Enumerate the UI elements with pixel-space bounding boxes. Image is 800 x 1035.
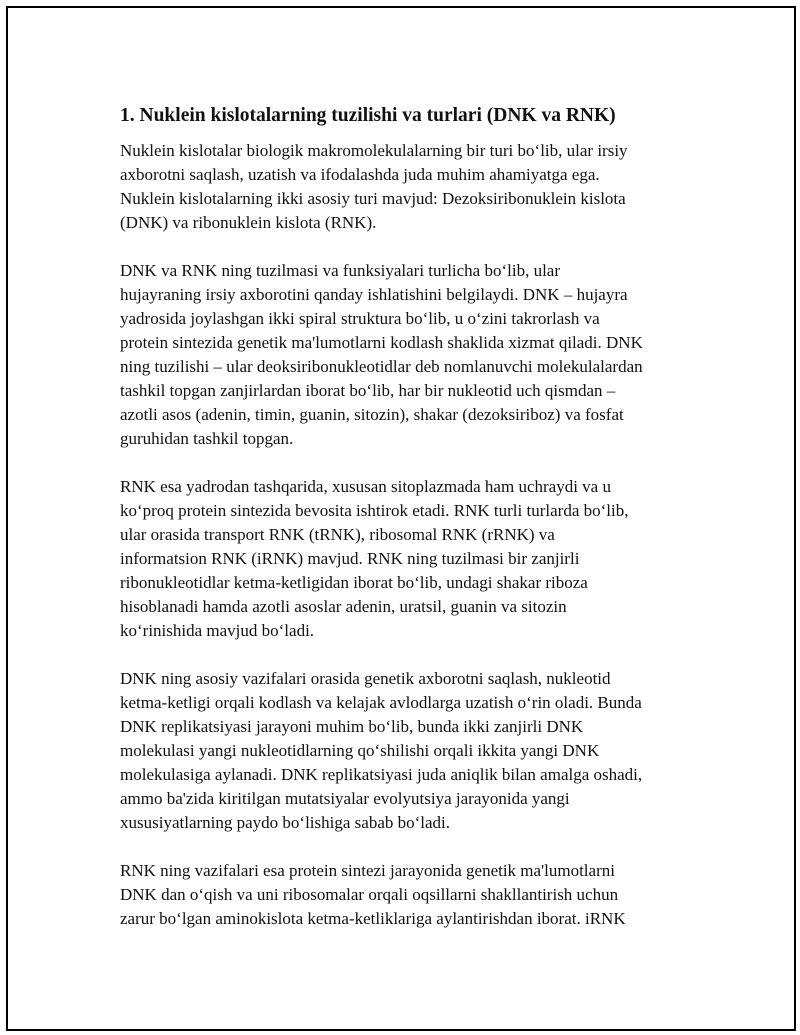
text-line: azotli asos (adenin, timin, guanin, sitozin), shakar (dezoksiriboz) va fosfat — [120, 405, 624, 424]
text-line: axborotni saqlash, uzatish va ifodalashda juda muhim ahamiyatga ega. — [120, 165, 600, 184]
text-line: (DNK) va ribonuklein kislota (RNK). — [120, 213, 377, 232]
paragraph-2 — [120, 259, 710, 451]
text-line: RNK ning vazifalari esa protein sintezi jarayonida genetik ma'lumotlarni — [120, 861, 615, 880]
page-frame — [6, 6, 796, 1031]
text-line: protein sintezida genetik ma'lumotlarni kodlash shaklida xizmat qiladi. DNK — [120, 333, 643, 352]
text-line: informatsion RNK (iRNK) mavjud. RNK ning tuzilmasi bir zanjirli — [120, 549, 580, 568]
text-line: DNK replikatsiyasi jarayoni muhim bo‘lib, bunda ikki zanjirli DNK — [120, 717, 584, 736]
paragraph-1 — [120, 139, 710, 235]
text-line: Nuklein kislotalar biologik makromolekulalarning bir turi bo‘lib, ular irsiy — [120, 141, 628, 160]
text-line: ning tuzilishi – ular deoksiribonukleotidlar deb nomlanuvchi molekulalardan — [120, 357, 643, 376]
text-line: tashkil topgan zanjirlardan iborat bo‘lib, har bir nukleotid uch qismdan – — [120, 381, 616, 400]
text-line: DNK ning asosiy vazifalari orasida genetik axborotni saqlash, nukleotid — [120, 669, 611, 688]
document-body — [120, 104, 710, 955]
text-line: RNK esa yadrodan tashqarida, xususan sitoplazmada ham uchraydi va u — [120, 477, 611, 496]
text-line: ular orasida transport RNK (tRNK), ribosomal RNK (rRNK) va — [120, 525, 555, 544]
text-line: DNK dan o‘qish va uni ribosomalar orqali oqsillarni shakllantirish uchun — [120, 885, 619, 904]
text-line: Nuklein kislotalarning ikki asosiy turi mavjud: Dezoksiribonuklein kislota — [120, 189, 626, 208]
text-line: hujayraning irsiy axborotini qanday ishlatishini belgilaydi. DNK – hujayra — [120, 285, 628, 304]
text-line: molekulasiga aylanadi. DNK replikatsiyasi juda aniqlik bilan amalga oshadi, — [120, 765, 643, 784]
text-line: yadrosida joylashgan ikki spiral struktura bo‘lib, u o‘zini takrorlash va — [120, 309, 600, 328]
text-line: ko‘rinishida mavjud bo‘ladi. — [120, 621, 315, 640]
text-line: guruhidan tashkil topgan. — [120, 429, 294, 448]
text-line: ko‘proq protein sintezida bevosita ishtirok etadi. RNK turli turlarda bo‘lib, — [120, 501, 629, 520]
text-line: hisoblanadi hamda azotli asoslar adenin, uratsil, guanin va sitozin — [120, 597, 567, 616]
text-line: ribonukleotidlar ketma-ketligidan iborat bo‘lib, undagi shakar riboza — [120, 573, 588, 592]
text-line: xususiyatlarning paydo bo‘lishiga sabab bo‘ladi. — [120, 813, 451, 832]
text-line: zarur bo‘lgan aminokislota ketma-ketliklariga aylantirishdan iborat. iRNK — [120, 909, 626, 928]
paragraph-4 — [120, 667, 710, 835]
document-title: 1. Nuklein kislotalarning tuzilishi va turlari (DNK va RNK) — [120, 105, 616, 126]
text-line: DNK va RNK ning tuzilmasi va funksiyalari turlicha bo‘lib, ular — [120, 261, 561, 280]
text-line: molekulasi yangi nukleotidlarning qo‘shilishi orqali ikkita yangi DNK — [120, 741, 600, 760]
text-line: ammo ba'zida kiritilgan mutatsiyalar evolyutsiya jarayonida yangi — [120, 789, 570, 808]
paragraph-5 — [120, 859, 710, 931]
paragraph-3 — [120, 475, 710, 643]
text-line: ketma-ketligi orqali kodlash va kelajak avlodlarga uzatish o‘rin oladi. Bunda — [120, 693, 642, 712]
